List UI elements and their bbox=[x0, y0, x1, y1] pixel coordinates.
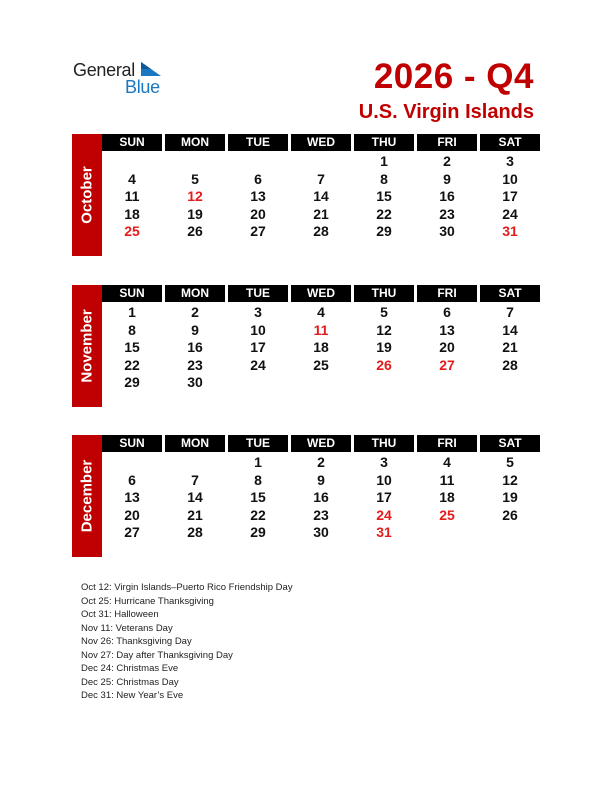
weekday-label: TUE bbox=[228, 134, 288, 151]
day-cell: 7 bbox=[317, 170, 325, 187]
week-row bbox=[102, 223, 540, 241]
page-title: 2026 - Q4 bbox=[373, 57, 534, 96]
day-cell: 9 bbox=[317, 471, 325, 488]
weekday-label: FRI bbox=[417, 134, 477, 151]
day-cell: 29 bbox=[124, 374, 140, 390]
day-cell: 16 bbox=[187, 339, 203, 355]
holiday-note: Dec 25: Christmas Day bbox=[81, 676, 179, 688]
day-cell: 20 bbox=[250, 205, 266, 222]
empty-day-cell bbox=[291, 153, 351, 171]
day-grid bbox=[102, 304, 540, 392]
day-cell: 8 bbox=[254, 471, 262, 488]
day-cell: 31 bbox=[502, 223, 518, 239]
day-cell: 19 bbox=[502, 489, 518, 505]
day-cell: 5 bbox=[191, 170, 199, 187]
day-cell: 3 bbox=[380, 454, 388, 470]
holiday-note: Nov 11: Veterans Day bbox=[81, 622, 173, 634]
weekday-label: SUN bbox=[102, 134, 162, 151]
day-cell: 21 bbox=[502, 339, 518, 355]
day-cell: 10 bbox=[250, 321, 266, 338]
day-cell: 26 bbox=[376, 356, 392, 373]
week-row bbox=[102, 153, 540, 171]
day-cell: 25 bbox=[313, 356, 329, 373]
day-cell: 15 bbox=[250, 489, 266, 505]
day-cell: 17 bbox=[250, 339, 266, 355]
weekday-label: SAT bbox=[480, 285, 540, 302]
day-cell: 6 bbox=[128, 471, 136, 488]
day-cell: 8 bbox=[380, 170, 388, 187]
week-row bbox=[102, 507, 540, 525]
day-cell: 12 bbox=[502, 471, 518, 488]
weekday-label: THU bbox=[354, 435, 414, 452]
month-name: December bbox=[78, 459, 96, 533]
weekday-label: FRI bbox=[417, 435, 477, 452]
day-cell: 13 bbox=[124, 489, 140, 505]
day-cell: 27 bbox=[124, 524, 140, 540]
day-cell: 29 bbox=[376, 223, 392, 239]
weekday-header bbox=[102, 134, 540, 151]
day-cell: 28 bbox=[187, 524, 203, 540]
day-cell: 6 bbox=[443, 304, 451, 320]
day-cell: 9 bbox=[443, 170, 451, 187]
logo-flag-icon bbox=[139, 61, 163, 77]
day-cell: 9 bbox=[191, 321, 199, 338]
week-row bbox=[102, 188, 540, 206]
weekday-label: SUN bbox=[102, 285, 162, 302]
day-cell: 17 bbox=[376, 489, 392, 505]
day-cell: 26 bbox=[502, 506, 518, 523]
empty-day-cell bbox=[102, 153, 162, 171]
day-cell: 27 bbox=[250, 223, 266, 239]
holiday-note: Oct 25: Hurricane Thanksgiving bbox=[81, 595, 214, 607]
holiday-notes bbox=[81, 581, 293, 703]
week-row bbox=[102, 171, 540, 189]
brand-logo bbox=[73, 60, 173, 98]
month-october bbox=[72, 134, 540, 256]
empty-day-cell bbox=[102, 454, 162, 472]
day-cell: 19 bbox=[376, 339, 392, 355]
weekday-header bbox=[102, 285, 540, 302]
day-cell: 18 bbox=[313, 339, 329, 355]
weekday-label: THU bbox=[354, 285, 414, 302]
week-row bbox=[102, 524, 540, 542]
empty-day-cell bbox=[480, 374, 540, 392]
day-cell: 5 bbox=[380, 304, 388, 320]
week-row bbox=[102, 374, 540, 392]
month-november bbox=[72, 285, 540, 407]
month-band bbox=[72, 285, 102, 407]
day-grid bbox=[102, 153, 540, 241]
week-row bbox=[102, 489, 540, 507]
holiday-note: Nov 26: Thanksgiving Day bbox=[81, 636, 192, 647]
day-cell: 13 bbox=[250, 188, 266, 204]
empty-day-cell bbox=[165, 454, 225, 472]
day-cell: 13 bbox=[439, 321, 455, 338]
day-cell: 11 bbox=[124, 188, 140, 204]
day-cell: 1 bbox=[128, 304, 136, 320]
day-cell: 4 bbox=[317, 304, 325, 320]
day-cell: 16 bbox=[439, 188, 455, 204]
empty-day-cell bbox=[354, 374, 414, 392]
week-row bbox=[102, 454, 540, 472]
day-cell: 7 bbox=[506, 304, 514, 320]
day-cell: 30 bbox=[187, 374, 203, 390]
week-row bbox=[102, 472, 540, 490]
empty-day-cell bbox=[165, 153, 225, 171]
day-cell: 23 bbox=[439, 205, 455, 222]
weekday-label: WED bbox=[291, 134, 351, 151]
day-cell: 31 bbox=[376, 524, 392, 540]
day-cell: 12 bbox=[187, 188, 203, 204]
week-row bbox=[102, 206, 540, 224]
month-band bbox=[72, 134, 102, 256]
day-cell: 3 bbox=[254, 304, 262, 320]
empty-day-cell bbox=[417, 374, 477, 392]
day-cell: 12 bbox=[376, 321, 392, 338]
weekday-label: FRI bbox=[417, 285, 477, 302]
weekday-label: TUE bbox=[228, 285, 288, 302]
day-cell: 19 bbox=[187, 205, 203, 222]
day-cell: 18 bbox=[124, 205, 140, 222]
day-cell: 25 bbox=[439, 506, 455, 523]
day-cell: 20 bbox=[124, 506, 140, 523]
holiday-note: Dec 24: Christmas Eve bbox=[81, 663, 179, 674]
empty-day-cell bbox=[228, 374, 288, 392]
day-cell: 28 bbox=[313, 223, 329, 239]
day-cell: 14 bbox=[313, 188, 329, 204]
day-cell: 1 bbox=[380, 153, 388, 169]
day-cell: 30 bbox=[439, 223, 455, 239]
day-cell: 23 bbox=[187, 356, 203, 373]
weekday-label: MON bbox=[165, 285, 225, 302]
day-cell: 24 bbox=[376, 506, 392, 523]
week-row bbox=[102, 322, 540, 340]
day-cell: 28 bbox=[502, 356, 518, 373]
week-row bbox=[102, 339, 540, 357]
day-cell: 8 bbox=[128, 321, 136, 338]
empty-day-cell bbox=[480, 524, 540, 542]
holiday-note: Dec 31: New Year’s Eve bbox=[81, 690, 184, 701]
day-cell: 22 bbox=[124, 356, 140, 373]
week-row bbox=[102, 304, 540, 322]
day-cell: 1 bbox=[254, 454, 262, 470]
day-cell: 6 bbox=[254, 170, 262, 187]
empty-day-cell bbox=[417, 524, 477, 542]
day-cell: 18 bbox=[439, 489, 455, 505]
page-subtitle: U.S. Virgin Islands bbox=[358, 101, 534, 123]
day-cell: 7 bbox=[191, 471, 199, 488]
day-cell: 26 bbox=[187, 223, 203, 239]
day-cell: 25 bbox=[124, 223, 140, 239]
day-cell: 24 bbox=[250, 356, 266, 373]
month-band bbox=[72, 435, 102, 557]
empty-day-cell bbox=[228, 153, 288, 171]
day-cell: 3 bbox=[506, 153, 514, 169]
day-cell: 4 bbox=[128, 170, 136, 187]
day-grid bbox=[102, 454, 540, 542]
week-row bbox=[102, 357, 540, 375]
day-cell: 21 bbox=[313, 205, 329, 222]
day-cell: 16 bbox=[313, 489, 329, 505]
day-cell: 2 bbox=[443, 153, 451, 169]
holiday-note: Oct 31: Halloween bbox=[81, 609, 159, 620]
day-cell: 20 bbox=[439, 339, 455, 355]
day-cell: 2 bbox=[317, 454, 325, 470]
day-cell: 10 bbox=[502, 170, 518, 187]
holiday-note: Oct 12: Virgin Islands–Puerto Rico Friendship Day bbox=[81, 582, 293, 593]
day-cell: 22 bbox=[376, 205, 392, 222]
weekday-label: SUN bbox=[102, 435, 162, 452]
weekday-label: THU bbox=[354, 134, 414, 151]
day-cell: 15 bbox=[124, 339, 140, 355]
weekday-label: WED bbox=[291, 435, 351, 452]
day-cell: 17 bbox=[502, 188, 518, 204]
weekday-label: SAT bbox=[480, 134, 540, 151]
day-cell: 14 bbox=[502, 321, 518, 338]
month-name: November bbox=[78, 309, 96, 383]
weekday-label: MON bbox=[165, 435, 225, 452]
day-cell: 21 bbox=[187, 506, 203, 523]
day-cell: 4 bbox=[443, 454, 451, 470]
day-cell: 15 bbox=[376, 188, 392, 204]
day-cell: 22 bbox=[250, 506, 266, 523]
day-cell: 24 bbox=[502, 205, 518, 222]
holiday-note: Nov 27: Day after Thanksgiving Day bbox=[81, 649, 233, 661]
weekday-label: TUE bbox=[228, 435, 288, 452]
day-cell: 30 bbox=[313, 524, 329, 540]
month-december bbox=[72, 435, 540, 557]
day-cell: 5 bbox=[506, 454, 514, 470]
day-cell: 23 bbox=[313, 506, 329, 523]
month-name: October bbox=[78, 166, 96, 224]
weekday-header bbox=[102, 435, 540, 452]
logo-text-blue: Blue bbox=[125, 77, 160, 97]
weekday-label: MON bbox=[165, 134, 225, 151]
day-cell: 29 bbox=[250, 524, 266, 540]
weekday-label: SAT bbox=[480, 435, 540, 452]
day-cell: 11 bbox=[313, 321, 329, 338]
day-cell: 10 bbox=[376, 471, 392, 488]
weekday-label: WED bbox=[291, 285, 351, 302]
day-cell: 2 bbox=[191, 304, 199, 320]
empty-day-cell bbox=[291, 374, 351, 392]
logo-text-general: General bbox=[73, 60, 135, 80]
day-cell: 14 bbox=[187, 489, 203, 505]
day-cell: 27 bbox=[439, 356, 455, 373]
day-cell: 11 bbox=[439, 471, 455, 488]
